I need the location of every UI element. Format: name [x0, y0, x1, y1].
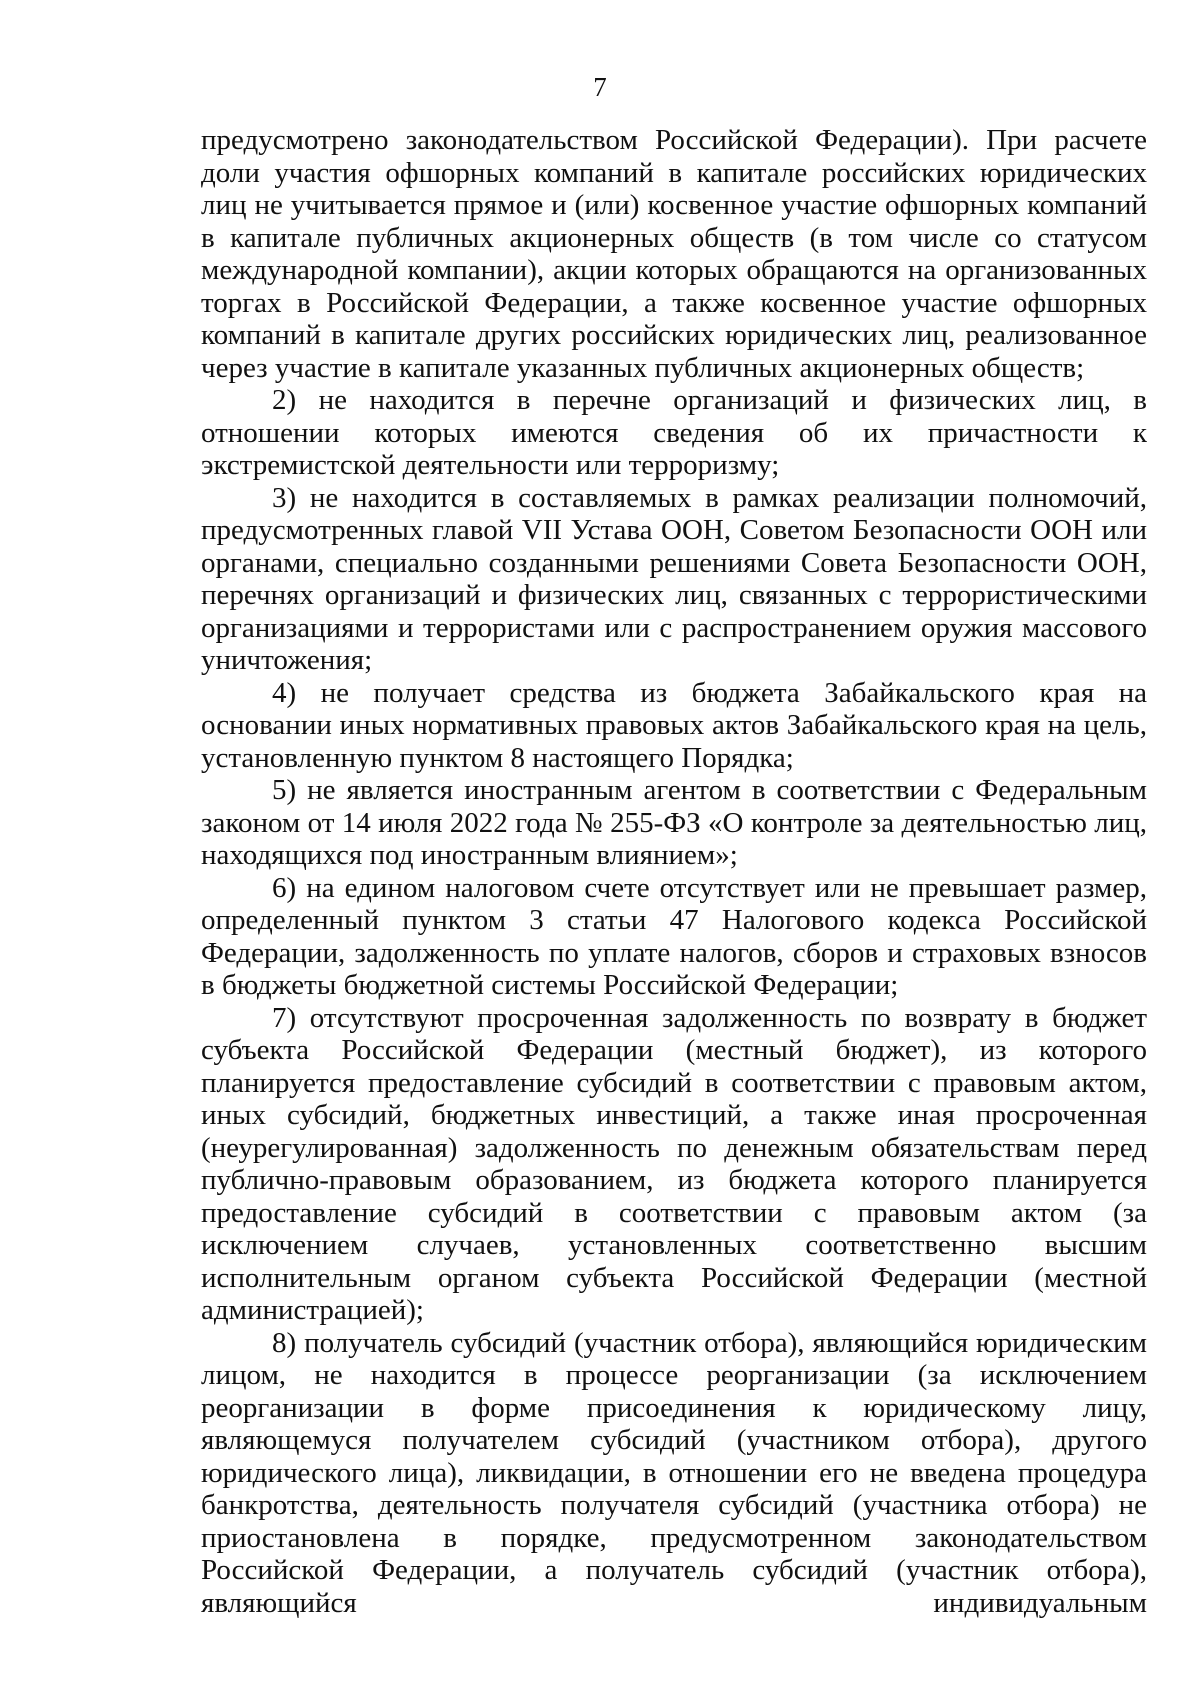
paragraph-continuation: предусмотрено законодательством Российской Федерации). При расчете доли участия офшорных компаний в капитале российских юридических лиц не учитывается прямое и (или) косвенное участие офшорных компаний в капитале публичных акционерных обществ (в том числе со статусом международной компании), акции которых обращаются на организованных торгах в Российской Федерации, а также косвенное участие офшорных компаний в капитале других российских юридических лиц, реализованное через участие в капитале указанных публичных акционерных обществ; [201, 124, 1147, 384]
paragraph-item-4: 4) не получает средства из бюджета Забайкальского края на основании иных нормативных правовых актов Забайкальского края на цель, установленную пунктом 8 настоящего Порядка; [201, 676, 1147, 774]
paragraph-item-3: 3) не находится в составляемых в рамках реализации полномочий, предусмотренных главой VII Устава ООН, Советом Безопасности ООН или органами, специально созданными решениями Совета Безопасности ООН, перечнях организаций и физических лиц, связанных с террористическими организациями и террористами или с распространением оружия массового уничтожения; [201, 481, 1147, 676]
paragraph-item-6: 6) на едином налоговом счете отсутствует или не превышает размер, определенный пунктом 3 статьи 47 Налогового кодекса Российской Федерации, задолженность по уплате налогов, сборов и страховых взносов в бюджеты бюджетной системы Российской Федерации; [201, 871, 1147, 1001]
paragraph-item-7: 7) отсутствуют просроченная задолженность по возврату в бюджет субъекта Российской Федерации (местный бюджет), из которого планируется предоставление субсидий в соответствии с правовым актом, иных субсидий, бюджетных инвестиций, а также иная просроченная (неурегулированная) задолженность по денежным обязательствам перед публично-правовым образованием, из бюджета которого планируется предоставление субсидий в соответствии с правовым актом (за исключением случаев, установленных соответственно высшим исполнительным органом субъекта Российской Федерации (местной администрацией); [201, 1001, 1147, 1326]
paragraph-item-8: 8) получатель субсидий (участник отбора), являющийся юридическим лицом, не находится в процессе реорганизации (за исключением реорганизации в форме присоединения к юридическому лицу, являющемуся получателем субсидий (участником отбора), другого юридического лица), ликвидации, в отношении его не введена процедура банкротства, деятельность получателя субсидий (участника отбора) не приостановлена в порядке, предусмотренном законодательством Российской Федерации, а получатель субсидий (участник отбора), являющийся индивидуальным [201, 1326, 1147, 1619]
paragraph-item-2: 2) не находится в перечне организаций и физических лиц, в отношении которых имеются сведения об их причастности к экстремистской деятельности или терроризму; [201, 384, 1147, 481]
page-number: 7 [593, 72, 607, 102]
document-body [201, 124, 1147, 1619]
paragraph-item-5: 5) не является иностранным агентом в соответствии с Федеральным законом от 14 июля 2022 года № 255-ФЗ «О контроле за деятельностью лиц, находящихся под иностранным влиянием»; [201, 774, 1147, 871]
